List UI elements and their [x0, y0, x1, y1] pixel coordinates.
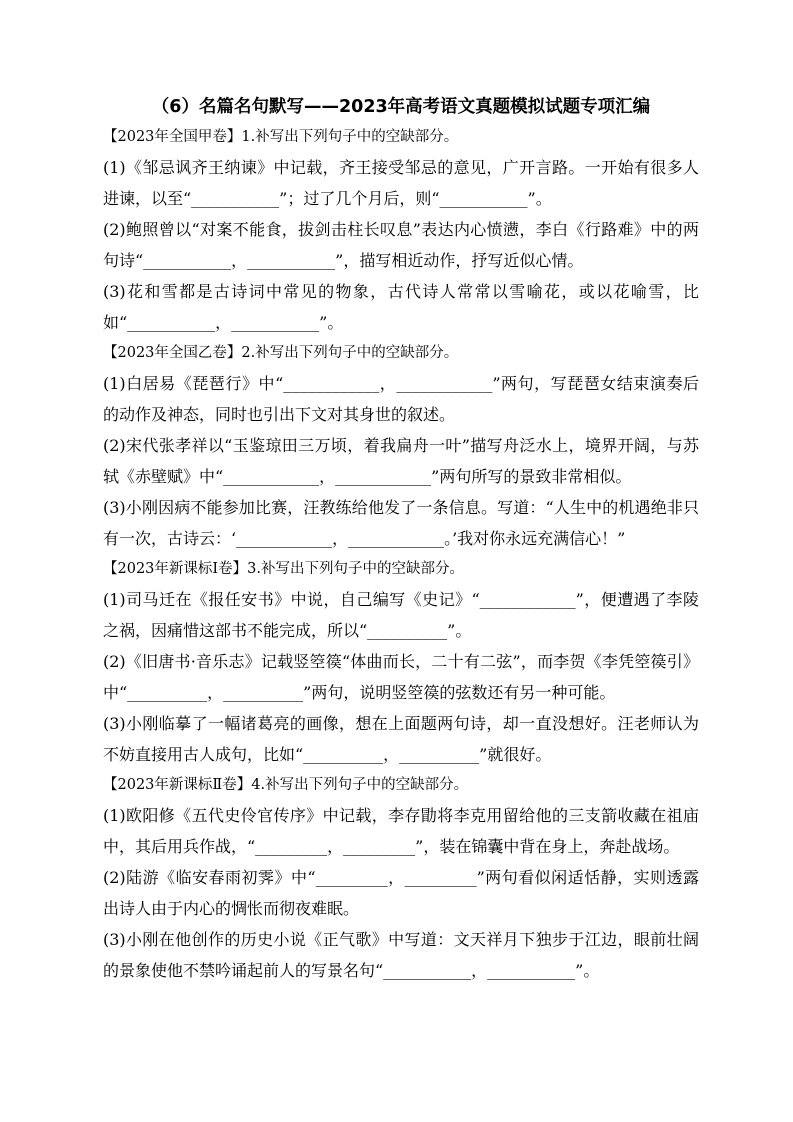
question-section [103, 770, 699, 986]
document-page [103, 94, 699, 986]
question-item: (3)小刚在他创作的历史小说《正气歌》中写道：文天祥月下独步于江边，眼前壮阔的景象使他不禁吟诵起前人的写景名句“___________，___________”。 [103, 930, 699, 980]
question-item: (1)司马迁在《报任安书》中说，自己编写《史记》“____________”，便遭遇了李陵之祸，因痛惜这部书不能完成，所以“__________”。 [103, 590, 699, 640]
question-item: (2)宋代张孝祥以“玉鉴琼田三万顷，着我扁舟一叶”描写舟泛水上，境界开阔，与苏轼《赤壁赋》中“____________，____________”两句所写的景致非常相似。 [103, 436, 699, 486]
question-item: (3)小刚临摹了一幅诸葛亮的画像，想在上面题两句诗，却一直没想好。汪老师认为不妨直接用古人成句，比如“__________，__________”就很好。 [103, 714, 699, 764]
question-section [103, 338, 699, 554]
question-item: (2)鲍照曾以“对案不能食，拔剑击柱长叹息”表达内心愤懑，李白《行路难》中的两句诗“___________，___________”，描写相近动作，抒写近似心情。 [103, 220, 699, 270]
question-section [103, 554, 699, 770]
question-heading: 【2023年新课标Ⅱ卷】4.补写出下列句子中的空缺部分。 [103, 777, 469, 793]
question-item: (3)花和雪都是古诗词中常见的物象，古代诗人常常以雪喻花，或以花喻雪，比如“___________，___________”。 [103, 282, 699, 332]
question-item: (3)小刚因病不能参加比赛，汪教练给他发了一条信息。写道：“人生中的机遇绝非只有一次，古诗云：‘____________，____________。’我对你永远充满信心！” [103, 498, 699, 548]
question-heading: 【2023年新课标Ⅰ卷】3.补写出下列句子中的空缺部分。 [103, 561, 464, 577]
document-title: （6）名篇名句默写——2023年高考语文真题模拟试题专项汇编 [151, 97, 651, 117]
question-item: (2)陆游《临安春雨初霁》中“_________，_________”两句看似闲适恬静，实则透露出诗人由于内心的惆怅而彻夜难眠。 [103, 868, 699, 918]
question-section [103, 122, 699, 338]
question-item: (1)《邹忌讽齐王纳谏》中记载，齐王接受邹忌的意见，广开言路。一开始有很多人进谏，以至“___________”；过了几个月后，则“___________”。 [103, 158, 699, 208]
question-item: (1)白居易《琵琶行》中“____________，____________”两句，写琵琶女结束演奏后的动作及神态，同时也引出下文对其身世的叙述。 [103, 374, 699, 424]
question-heading: 【2023年全国甲卷】1.补写出下列句子中的空缺部分。 [103, 129, 459, 145]
question-heading: 【2023年全国乙卷】2.补写出下列句子中的空缺部分。 [103, 345, 459, 361]
question-item: (1)欧阳修《五代史伶官传序》中记载，李存勖将李克用留给他的三支箭收藏在祖庙中，其后用兵作战，“_________，_________”，装在锦囊中背在身上，奔赴战场。 [103, 806, 699, 856]
question-item: (2)《旧唐书·音乐志》记载竖箜篌“体曲而长，二十有二弦”，而李贺《李凭箜篌引》中“__________，__________”两句，说明竖箜篌的弦数还有另一种可能。 [103, 652, 699, 702]
